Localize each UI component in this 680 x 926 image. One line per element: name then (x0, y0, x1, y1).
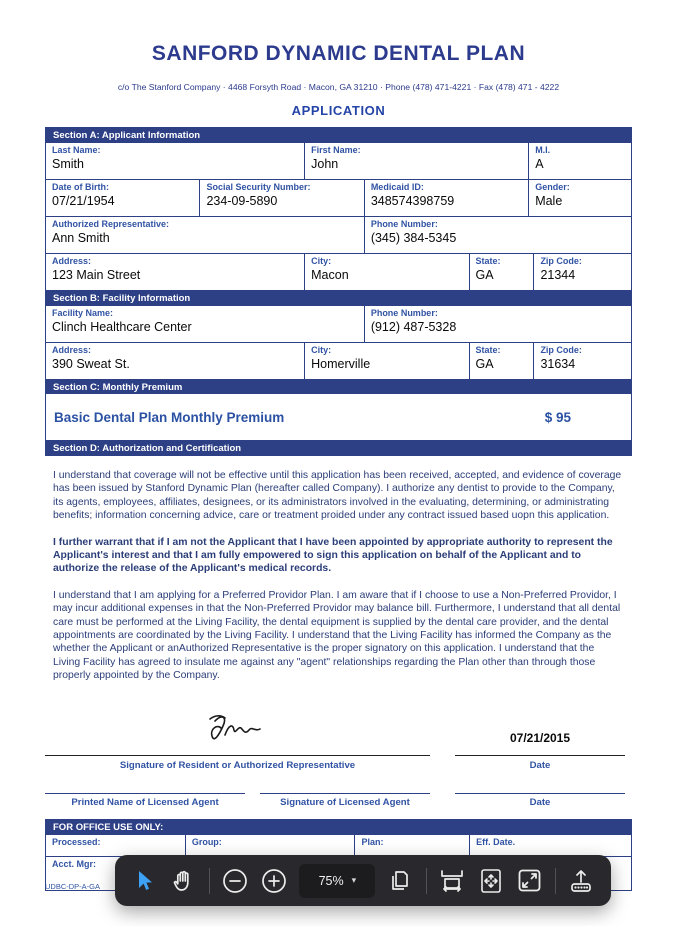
field-value: Homerville (311, 357, 371, 371)
fit-width-button[interactable] (438, 867, 466, 895)
field-label: Gender: (535, 182, 570, 192)
section-a-header: Section A: Applicant Information (46, 127, 631, 142)
application-document (45, 42, 632, 891)
fit-width-icon (439, 868, 465, 894)
company-address-line: c/o The Stanford Company · 4468 Forsyth Road · Macon, GA 31210 · Phone (478) 471-4221 · Fax (478) 471 - 4222 (117, 82, 560, 92)
field-value: Macon (311, 268, 349, 282)
field-value: GA (475, 357, 494, 371)
section-c-header: Section C: Monthly Premium (46, 379, 631, 394)
field-label: Zip Code: (540, 345, 582, 355)
field-value: 31634 (540, 357, 576, 371)
zoom-in-button[interactable] (260, 867, 288, 895)
agent-signature-line[interactable] (260, 793, 430, 794)
pdf-viewer-toolbar (115, 855, 611, 906)
chevron-down-icon: ▾ (351, 875, 357, 885)
field-value: John (311, 157, 339, 171)
hand-pan-tool-button[interactable] (170, 867, 198, 895)
printed-name-line[interactable] (45, 793, 245, 794)
signature-block (45, 709, 632, 809)
field-last-name[interactable] (46, 142, 305, 179)
field-value: 348574398759 (370, 194, 455, 208)
agent-date-line[interactable] (455, 793, 625, 794)
date-caption: Date (529, 759, 551, 771)
field-value: GA (475, 268, 494, 282)
field-value: Smith (52, 157, 84, 171)
office-use-header: FOR OFFICE USE ONLY: (46, 819, 631, 834)
fit-page-icon (479, 868, 503, 894)
table-row (46, 305, 631, 342)
field-label: Last Name: (52, 145, 101, 155)
copy-pages-icon (388, 869, 412, 893)
toolbar-divider (555, 868, 556, 894)
field-value: Ann Smith (52, 231, 110, 245)
field-label: Eff. Date. (476, 836, 516, 847)
field-label: State: (475, 345, 501, 355)
field-applicant-address[interactable] (46, 253, 305, 290)
printed-name-caption: Printed Name of Licensed Agent (71, 796, 219, 808)
field-middle-initial[interactable] (529, 142, 631, 179)
field-value: 234-09-5890 (206, 194, 278, 208)
field-value: 07/21/1954 (52, 194, 115, 208)
field-label: Acct. Mgr: (52, 858, 97, 869)
table-row (46, 342, 631, 379)
field-applicant-state[interactable] (470, 253, 535, 290)
field-value: A (535, 157, 544, 171)
field-value: 123 Main Street (52, 268, 141, 282)
application-form-table (45, 127, 632, 456)
field-label: Plan: (361, 836, 384, 847)
field-label: Phone Number: (370, 219, 438, 229)
field-first-name[interactable] (305, 142, 529, 179)
field-label: Group: (191, 836, 222, 847)
agent-date-caption: Date (529, 796, 551, 808)
field-label: Date of Birth: (52, 182, 109, 192)
toolbar-divider (426, 868, 427, 894)
table-row (46, 216, 631, 253)
field-label: City: (311, 345, 332, 355)
premium-amount: $ 95 (544, 409, 571, 425)
upload-share-button[interactable] (567, 867, 595, 895)
field-label: Address: (52, 345, 92, 355)
table-row (46, 142, 631, 179)
toolbar-divider (209, 868, 210, 894)
field-label: Phone Number: (370, 308, 438, 318)
field-facility-address[interactable] (46, 342, 305, 379)
resident-signature-line[interactable] (45, 755, 430, 756)
field-value: (345) 384-5345 (370, 231, 457, 245)
field-applicant-zip[interactable] (534, 253, 631, 290)
upload-share-icon (568, 868, 594, 894)
field-label: Address: (52, 256, 92, 266)
field-facility-zip[interactable] (534, 342, 631, 379)
zoom-level-value: 75% (318, 873, 344, 888)
table-row (46, 253, 631, 290)
field-facility-state[interactable] (470, 342, 535, 379)
agent-signature-caption: Signature of Licensed Agent (280, 796, 410, 808)
authorization-paragraph-3: I understand that I am applying for a Preferred Providor Plan. I am aware that if I choose to use a Non-Preferred Providor, I may incur additional expenses in that the Non-Preferred Providor may balance bill. Furthermore, I understand that all dental care must be performed at the Living Facility, the dental equipment is supplied by the dental care provider, and the dental appointments are coordinated by the Living Facility. I understand that the Living Facility has informed the Company as the whether the Applicant or anAuthorized Representative is the proper signatory on this application. I understand that the Living Facility has agreed to insulate me against any "agent" relationships regarding the Plan other than through those properly appointed by the Company. (53, 589, 621, 682)
field-facility-phone[interactable] (365, 305, 631, 342)
form-code: UDBC-DP-A-GA (45, 882, 101, 891)
field-label: State: (475, 256, 501, 266)
fit-page-button[interactable] (477, 867, 505, 895)
expand-fullscreen-button[interactable] (516, 867, 544, 895)
page-title: SANFORD DYNAMIC DENTAL PLAN (151, 42, 526, 65)
field-label: Processed: (52, 836, 101, 847)
field-group[interactable] (186, 834, 356, 856)
field-label: Medicaid ID: (370, 182, 424, 192)
field-label: First Name: (311, 145, 361, 155)
field-medicaid-id[interactable] (365, 179, 529, 216)
section-b-header: Section B: Facility Information (46, 290, 631, 305)
field-ssn[interactable] (200, 179, 364, 216)
date-line[interactable] (455, 755, 625, 756)
field-plan[interactable] (355, 834, 470, 856)
field-facility-city[interactable] (305, 342, 469, 379)
field-value: Clinch Healthcare Center (52, 320, 192, 334)
table-row (46, 834, 631, 856)
field-applicant-city[interactable] (305, 253, 469, 290)
premium-row (46, 394, 631, 440)
resident-signature-caption: Signature of Resident or Authorized Representative (119, 759, 356, 771)
form-title: APPLICATION (291, 103, 386, 118)
hand-pan-icon (172, 869, 196, 893)
field-eff-date[interactable] (470, 834, 631, 856)
field-value: 21344 (540, 268, 576, 282)
cursor-select-tool-button[interactable] (131, 867, 159, 895)
field-value: Male (535, 194, 563, 208)
cursor-select-icon (135, 870, 155, 892)
field-value: 390 Sweat St. (52, 357, 130, 371)
field-label: Authorized Representative: (52, 219, 170, 229)
premium-plan-label: Basic Dental Plan Monthly Premium (54, 409, 285, 425)
copy-pages-button[interactable] (386, 867, 414, 895)
authorization-paragraph-2: I further warrant that if I am not the Applicant that I have been appointed by appropriate authority to represent the Applicant's interest and that I am fully empowered to sign this application on behalf of the Applicant and to authorize the release of the Applicant's medical records. (53, 536, 613, 575)
field-label: Facility Name: (52, 308, 114, 318)
field-applicant-phone[interactable] (365, 216, 631, 253)
zoom-out-icon (222, 868, 248, 894)
zoom-in-icon (261, 868, 287, 894)
field-gender[interactable] (529, 179, 631, 216)
zoom-out-button[interactable] (221, 867, 249, 895)
field-date-of-birth[interactable] (46, 179, 200, 216)
field-label: City: (311, 256, 332, 266)
section-d-header: Section D: Authorization and Certification (46, 440, 631, 455)
field-label: Zip Code: (540, 256, 582, 266)
field-authorized-representative[interactable] (46, 216, 365, 253)
authorization-paragraph-1: I understand that coverage will not be effective until this application has been received, accepted, and evidence of coverage has been issued by Stanford Dynamic Plan (hereafter called Company). I authorize any dentist to provide to the Company, its agents, employees, affiliates, designees, or its administrators involved in the evaluating, determining, or administrating benefits; information concerning advice, care or treatment proided under any contract issued based uopn this application. (53, 470, 622, 522)
signature-date-value: 07/21/2015 (509, 730, 571, 745)
handwritten-signature (200, 711, 272, 755)
zoom-level-dropdown[interactable] (299, 864, 375, 898)
table-row (46, 179, 631, 216)
field-label: Social Security Number: (206, 182, 311, 192)
field-facility-name[interactable] (46, 305, 365, 342)
field-processed[interactable] (46, 834, 186, 856)
expand-fullscreen-icon (517, 868, 542, 893)
field-label: M.I. (535, 145, 551, 155)
field-value: (912) 487-5328 (370, 320, 457, 334)
